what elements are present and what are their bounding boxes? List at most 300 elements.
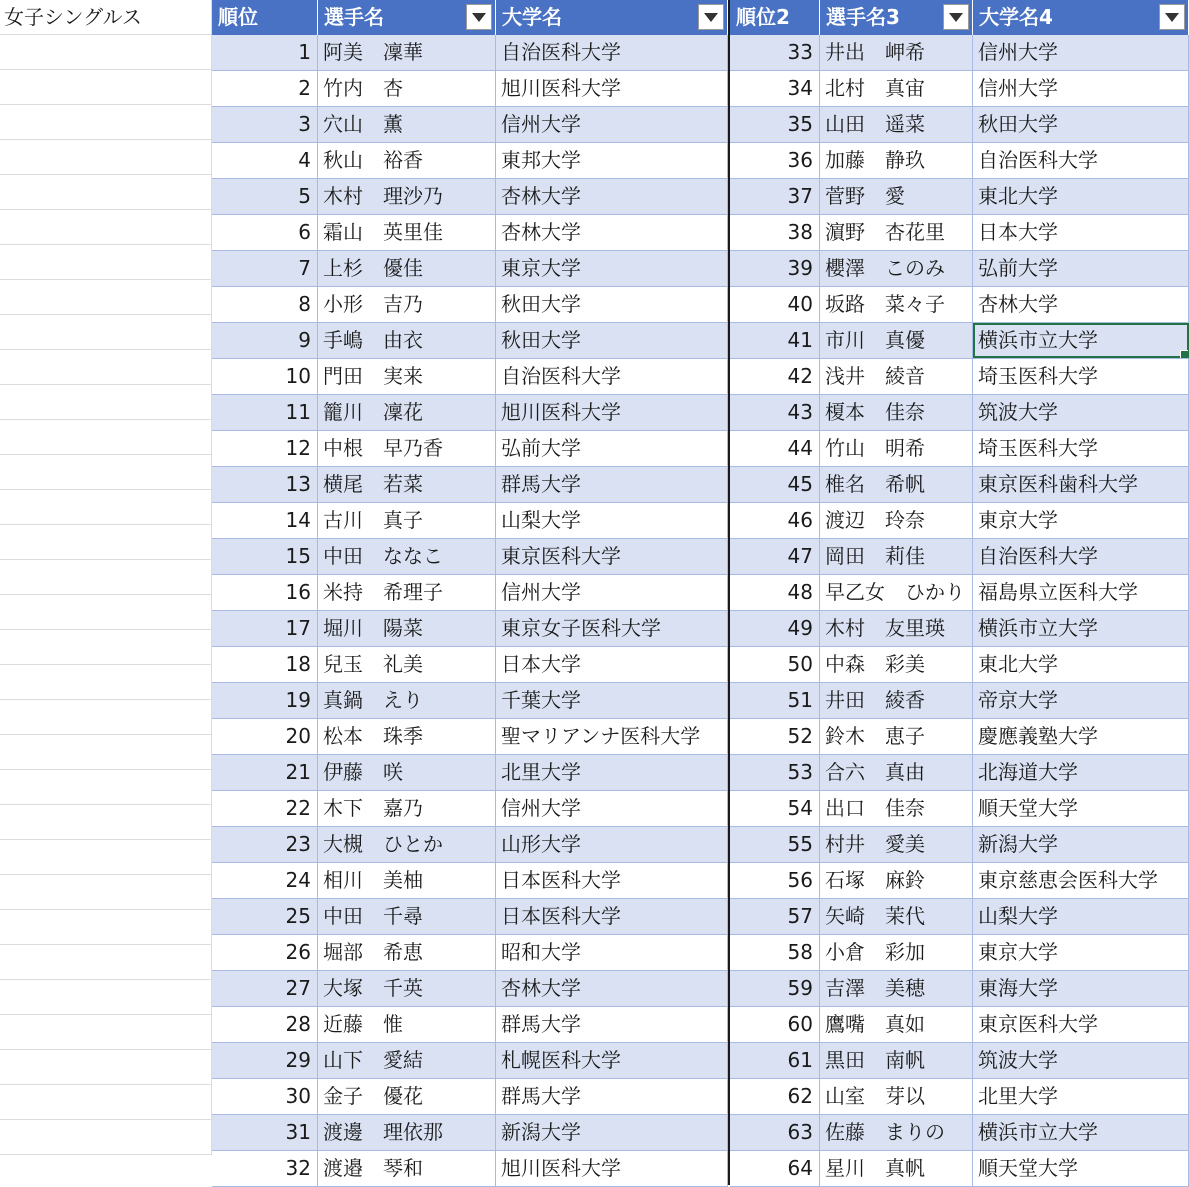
university-cell[interactable]: 弘前大学	[973, 251, 1189, 286]
rank-cell[interactable]: 55	[730, 827, 820, 862]
player-name-cell[interactable]: 井出 岬希	[820, 35, 973, 70]
player-name-cell[interactable]: 阿美 凜華	[318, 35, 496, 70]
rank-cell[interactable]: 50	[730, 647, 820, 682]
rank-cell[interactable]: 13	[212, 467, 318, 502]
table-row	[730, 251, 1189, 287]
rank-cell[interactable]: 34	[730, 71, 820, 106]
player-name-cell[interactable]: 中田 千尋	[318, 899, 496, 934]
empty-cell[interactable]	[0, 910, 212, 945]
rank-cell[interactable]: 19	[212, 683, 318, 718]
player-name-cell[interactable]: 米持 希理子	[318, 575, 496, 610]
header-name-3-label: 選手名3	[826, 5, 900, 29]
player-name-cell[interactable]: 渡辺 玲奈	[820, 503, 973, 538]
university-cell[interactable]: 東海大学	[973, 971, 1189, 1006]
rank-cell[interactable]: 59	[730, 971, 820, 1006]
table-row	[212, 1151, 728, 1187]
university-cell[interactable]: 山梨大学	[973, 899, 1189, 934]
table-row	[730, 1079, 1189, 1115]
table-body-left	[212, 35, 728, 1187]
empty-cell[interactable]	[0, 770, 212, 805]
table-row	[730, 863, 1189, 899]
university-cell[interactable]: 杏林大学	[496, 179, 728, 214]
university-cell[interactable]: 自治医科大学	[973, 539, 1189, 574]
rank-cell[interactable]: 30	[212, 1079, 318, 1114]
player-name-cell[interactable]: 佐藤 まりの	[820, 1115, 973, 1150]
table-row	[212, 143, 728, 179]
empty-cell[interactable]	[0, 1085, 212, 1120]
player-name-cell[interactable]: 石塚 麻鈴	[820, 863, 973, 898]
university-cell[interactable]: 福島県立医科大学	[973, 575, 1189, 610]
rank-cell[interactable]: 53	[730, 755, 820, 790]
university-cell[interactable]: 北里大学	[973, 1079, 1189, 1114]
table-row	[730, 539, 1189, 575]
header-rank-2-label: 順位2	[736, 5, 790, 29]
rank-cell[interactable]: 8	[212, 287, 318, 322]
filter-dropdown-icon[interactable]	[1159, 4, 1185, 30]
rank-cell[interactable]: 57	[730, 899, 820, 934]
rank-cell[interactable]: 11	[212, 395, 318, 430]
empty-cell[interactable]	[0, 735, 212, 770]
header-rank-label: 順位	[218, 5, 258, 29]
table-row	[730, 431, 1189, 467]
empty-cell[interactable]	[0, 1015, 212, 1050]
university-cell[interactable]: 昭和大学	[496, 935, 728, 970]
table-row	[212, 683, 728, 719]
rank-cell[interactable]: 61	[730, 1043, 820, 1078]
empty-cell[interactable]	[0, 105, 212, 140]
university-cell[interactable]: 信州大学	[973, 71, 1189, 106]
empty-cell[interactable]	[0, 665, 212, 700]
empty-cell[interactable]	[0, 875, 212, 910]
university-cell[interactable]: 筑波大学	[973, 395, 1189, 430]
header-rank[interactable]	[212, 0, 318, 35]
table-row	[730, 791, 1189, 827]
player-name-cell[interactable]: 早乙女 ひかり	[820, 575, 973, 610]
university-cell[interactable]: 日本大学	[496, 647, 728, 682]
table-row	[730, 1151, 1189, 1187]
player-name-cell[interactable]: 古川 真子	[318, 503, 496, 538]
player-name-cell[interactable]: 渡邊 理依那	[318, 1115, 496, 1150]
university-cell[interactable]: 東邦大学	[496, 143, 728, 178]
table-body-right	[730, 35, 1189, 1187]
rank-cell[interactable]: 32	[212, 1151, 318, 1186]
player-name-cell[interactable]: 鈴木 恵子	[820, 719, 973, 754]
rank-cell[interactable]: 20	[212, 719, 318, 754]
table-row	[212, 323, 728, 359]
university-cell[interactable]: 東北大学	[973, 179, 1189, 214]
player-name-cell[interactable]: 中田 ななこ	[318, 539, 496, 574]
empty-cell[interactable]	[0, 560, 212, 595]
rank-cell[interactable]: 6	[212, 215, 318, 250]
university-cell[interactable]: 東京慈恵会医科大学	[973, 863, 1189, 898]
table-row	[730, 719, 1189, 755]
rank-cell[interactable]: 38	[730, 215, 820, 250]
university-cell[interactable]: 杏林大学	[496, 215, 728, 250]
university-cell[interactable]: 信州大学	[496, 791, 728, 826]
player-name-cell[interactable]: 榎本 佳奈	[820, 395, 973, 430]
table-row	[730, 107, 1189, 143]
rank-cell[interactable]: 39	[730, 251, 820, 286]
university-cell[interactable]: 東京女子医科大学	[496, 611, 728, 646]
rank-cell[interactable]: 42	[730, 359, 820, 394]
rank-cell[interactable]: 52	[730, 719, 820, 754]
player-name-cell[interactable]: 星川 真帆	[820, 1151, 973, 1186]
table-row	[212, 971, 728, 1007]
player-name-cell[interactable]: 加藤 静玖	[820, 143, 973, 178]
player-name-cell[interactable]: 大塚 千英	[318, 971, 496, 1006]
table-row	[730, 143, 1189, 179]
table-row	[212, 215, 728, 251]
header-university-label: 大学名	[502, 5, 562, 29]
university-cell[interactable]: 自治医科大学	[496, 35, 728, 70]
rank-cell[interactable]: 1	[212, 35, 318, 70]
player-name-cell[interactable]: 大槻 ひとか	[318, 827, 496, 862]
university-cell[interactable]: 旭川医科大学	[496, 395, 728, 430]
table-row	[212, 719, 728, 755]
empty-cell[interactable]	[0, 945, 212, 980]
rank-cell[interactable]: 14	[212, 503, 318, 538]
empty-cell[interactable]	[0, 420, 212, 455]
empty-cell[interactable]	[0, 35, 212, 70]
table-row	[212, 395, 728, 431]
university-cell[interactable]: 千葉大学	[496, 683, 728, 718]
rank-cell[interactable]: 48	[730, 575, 820, 610]
university-cell[interactable]: 帝京大学	[973, 683, 1189, 718]
university-cell[interactable]: 東京大学	[973, 935, 1189, 970]
rank-cell[interactable]: 27	[212, 971, 318, 1006]
header-name-3[interactable]	[820, 0, 973, 35]
empty-cell[interactable]	[0, 385, 212, 420]
player-name-cell[interactable]: 矢崎 茉代	[820, 899, 973, 934]
university-cell[interactable]: 旭川医科大学	[496, 71, 728, 106]
table-row	[730, 683, 1189, 719]
empty-cell[interactable]	[0, 280, 212, 315]
table-row	[212, 1007, 728, 1043]
player-name-cell[interactable]: 市川 真優	[820, 323, 973, 358]
university-cell[interactable]: 群馬大学	[496, 467, 728, 502]
table-row	[730, 575, 1189, 611]
university-cell[interactable]: 秋田大学	[973, 107, 1189, 142]
rank-cell[interactable]: 43	[730, 395, 820, 430]
university-cell[interactable]: 東京医科大学	[496, 539, 728, 574]
rank-cell[interactable]: 49	[730, 611, 820, 646]
player-name-cell[interactable]: 秋山 裕香	[318, 143, 496, 178]
empty-cell[interactable]	[0, 595, 212, 630]
rank-cell[interactable]: 28	[212, 1007, 318, 1042]
university-cell[interactable]: 筑波大学	[973, 1043, 1189, 1078]
rank-cell[interactable]: 31	[212, 1115, 318, 1150]
university-cell[interactable]: 順天堂大学	[973, 1151, 1189, 1186]
player-name-cell[interactable]: 真鍋 えり	[318, 683, 496, 718]
player-name-cell[interactable]: 中根 早乃香	[318, 431, 496, 466]
rank-cell[interactable]: 12	[212, 431, 318, 466]
university-cell[interactable]: 慶應義塾大学	[973, 719, 1189, 754]
university-cell[interactable]: 東京医科歯科大学	[973, 467, 1189, 502]
university-cell[interactable]: 信州大学	[496, 107, 728, 142]
rank-cell[interactable]: 26	[212, 935, 318, 970]
empty-cell[interactable]	[0, 245, 212, 280]
university-cell[interactable]: 秋田大学	[496, 323, 728, 358]
table-header-right	[730, 0, 1189, 35]
university-cell[interactable]: 日本医科大学	[496, 899, 728, 934]
rank-cell[interactable]: 45	[730, 467, 820, 502]
rank-cell[interactable]: 16	[212, 575, 318, 610]
fill-handle[interactable]	[1180, 350, 1189, 358]
empty-cell[interactable]	[0, 805, 212, 840]
table-row	[212, 431, 728, 467]
player-name-cell[interactable]: 菅野 愛	[820, 179, 973, 214]
player-name-cell[interactable]: 椎名 希帆	[820, 467, 973, 502]
table-row	[730, 899, 1189, 935]
cell-a1-title[interactable]: 女子シングルス	[0, 0, 212, 35]
table-row	[212, 863, 728, 899]
table-header-left	[212, 0, 728, 35]
player-name-cell[interactable]: 籠川 凜花	[318, 395, 496, 430]
university-cell[interactable]: 横浜市立大学	[973, 1115, 1189, 1150]
table-row	[212, 1115, 728, 1151]
player-name-cell[interactable]: 井田 綾香	[820, 683, 973, 718]
player-name-cell[interactable]: 濵野 杏花里	[820, 215, 973, 250]
player-name-cell[interactable]: 竹内 杏	[318, 71, 496, 106]
player-name-cell[interactable]: 小形 吉乃	[318, 287, 496, 322]
empty-cell[interactable]	[0, 210, 212, 245]
player-name-cell[interactable]: 小倉 彩加	[820, 935, 973, 970]
player-name-cell[interactable]: 出口 佳奈	[820, 791, 973, 826]
rank-cell[interactable]: 44	[730, 431, 820, 466]
player-name-cell[interactable]: 近藤 惟	[318, 1007, 496, 1042]
table-row	[730, 755, 1189, 791]
rank-cell[interactable]: 2	[212, 71, 318, 106]
university-cell[interactable]: 東北大学	[973, 647, 1189, 682]
university-cell[interactable]: 日本医科大学	[496, 863, 728, 898]
rank-cell[interactable]: 41	[730, 323, 820, 358]
empty-cell[interactable]	[0, 700, 212, 735]
player-name-cell[interactable]: 山室 芽以	[820, 1079, 973, 1114]
table-row	[730, 359, 1189, 395]
player-name-cell[interactable]: 木村 友里瑛	[820, 611, 973, 646]
selected-cell[interactable]: 横浜市立大学	[973, 323, 1189, 358]
rank-cell[interactable]: 22	[212, 791, 318, 826]
empty-cell[interactable]	[0, 1120, 212, 1155]
table-row	[212, 71, 728, 107]
player-name-cell[interactable]: 伊藤 咲	[318, 755, 496, 790]
rank-cell[interactable]: 9	[212, 323, 318, 358]
player-name-cell[interactable]: 村井 愛美	[820, 827, 973, 862]
table-row	[730, 935, 1189, 971]
rank-cell[interactable]: 7	[212, 251, 318, 286]
university-cell[interactable]: 東京医科大学	[973, 1007, 1189, 1042]
header-name[interactable]	[318, 0, 496, 35]
university-cell[interactable]: 日本大学	[973, 215, 1189, 250]
player-name-cell[interactable]: 鷹嘴 真如	[820, 1007, 973, 1042]
university-cell[interactable]: 東京大学	[496, 251, 728, 286]
player-name-cell[interactable]: 中森 彩美	[820, 647, 973, 682]
table-row	[212, 1043, 728, 1079]
table-row	[212, 287, 728, 323]
table-row	[730, 179, 1189, 215]
header-rank-2[interactable]	[730, 0, 820, 35]
player-name-cell[interactable]: 穴山 薫	[318, 107, 496, 142]
rank-cell[interactable]: 23	[212, 827, 318, 862]
player-name-cell[interactable]: 相川 美柚	[318, 863, 496, 898]
player-name-cell[interactable]: 木下 嘉乃	[318, 791, 496, 826]
university-cell[interactable]: 横浜市立大学	[973, 611, 1189, 646]
player-name-cell[interactable]: 横尾 若菜	[318, 467, 496, 502]
player-name-cell[interactable]: 山田 遥菜	[820, 107, 973, 142]
university-cell[interactable]: 新潟大学	[496, 1115, 728, 1150]
player-name-cell[interactable]: 吉澤 美穂	[820, 971, 973, 1006]
player-name-cell[interactable]: 北村 真宙	[820, 71, 973, 106]
university-cell[interactable]: 埼玉医科大学	[973, 359, 1189, 394]
filter-dropdown-icon[interactable]	[466, 4, 492, 30]
university-cell[interactable]: 群馬大学	[496, 1007, 728, 1042]
filter-dropdown-icon[interactable]	[943, 4, 969, 30]
empty-cell[interactable]	[0, 350, 212, 385]
table-row	[730, 395, 1189, 431]
empty-cell[interactable]	[0, 1050, 212, 1085]
rank-cell[interactable]: 10	[212, 359, 318, 394]
empty-cell[interactable]	[0, 490, 212, 525]
table-row	[730, 611, 1189, 647]
university-cell[interactable]: 自治医科大学	[973, 143, 1189, 178]
player-name-cell[interactable]: 竹山 明希	[820, 431, 973, 466]
university-cell[interactable]: 埼玉医科大学	[973, 431, 1189, 466]
filter-dropdown-icon[interactable]	[698, 4, 724, 30]
table-row	[212, 503, 728, 539]
table-row	[730, 71, 1189, 107]
player-name-cell[interactable]: 渡邉 琴和	[318, 1151, 496, 1186]
rank-cell[interactable]: 60	[730, 1007, 820, 1042]
university-cell[interactable]: 札幌医科大学	[496, 1043, 728, 1078]
table-row	[730, 971, 1189, 1007]
empty-cell[interactable]	[0, 980, 212, 1015]
university-cell[interactable]: 北里大学	[496, 755, 728, 790]
rank-cell[interactable]: 62	[730, 1079, 820, 1114]
rank-cell[interactable]: 35	[730, 107, 820, 142]
rank-cell[interactable]: 51	[730, 683, 820, 718]
university-cell[interactable]: 群馬大学	[496, 1079, 728, 1114]
rank-cell[interactable]: 21	[212, 755, 318, 790]
empty-cell[interactable]	[0, 175, 212, 210]
rank-cell[interactable]: 25	[212, 899, 318, 934]
player-name-cell[interactable]: 手嶋 由衣	[318, 323, 496, 358]
table-row	[212, 539, 728, 575]
rank-cell[interactable]: 3	[212, 107, 318, 142]
empty-cell[interactable]	[0, 140, 212, 175]
player-name-cell[interactable]: 門田 実来	[318, 359, 496, 394]
university-cell[interactable]: 聖マリアンナ医科大学	[496, 719, 728, 754]
university-cell[interactable]: 杏林大学	[973, 287, 1189, 322]
table-row	[212, 827, 728, 863]
rank-cell[interactable]: 4	[212, 143, 318, 178]
table-row	[730, 827, 1189, 863]
rank-cell[interactable]: 64	[730, 1151, 820, 1186]
table-row	[212, 467, 728, 503]
table-row	[212, 899, 728, 935]
rank-cell[interactable]: 54	[730, 791, 820, 826]
empty-cell[interactable]	[0, 840, 212, 875]
university-cell[interactable]: 新潟大学	[973, 827, 1189, 862]
rank-cell[interactable]: 46	[730, 503, 820, 538]
table-row	[730, 467, 1189, 503]
rank-cell[interactable]: 29	[212, 1043, 318, 1078]
university-cell[interactable]: 北海道大学	[973, 755, 1189, 790]
player-name-cell[interactable]: 松本 珠季	[318, 719, 496, 754]
empty-cell[interactable]	[0, 525, 212, 560]
rank-cell[interactable]: 37	[730, 179, 820, 214]
rank-cell[interactable]: 58	[730, 935, 820, 970]
player-name-cell[interactable]: 上杉 優佳	[318, 251, 496, 286]
player-name-cell[interactable]: 浅井 綾音	[820, 359, 973, 394]
rank-cell[interactable]: 63	[730, 1115, 820, 1150]
table-row	[212, 755, 728, 791]
rank-cell[interactable]: 33	[730, 35, 820, 70]
table-row	[730, 287, 1189, 323]
player-name-cell[interactable]: 兒玉 礼美	[318, 647, 496, 682]
player-name-cell[interactable]: 岡田 莉佳	[820, 539, 973, 574]
university-cell[interactable]: 信州大学	[973, 35, 1189, 70]
table-row	[212, 575, 728, 611]
player-name-cell[interactable]: 堀川 陽菜	[318, 611, 496, 646]
header-university-4-label: 大学名4	[979, 5, 1053, 29]
table-row	[212, 935, 728, 971]
university-cell[interactable]: 旭川医科大学	[496, 1151, 728, 1186]
header-name-label: 選手名	[324, 5, 384, 29]
rank-cell[interactable]: 36	[730, 143, 820, 178]
empty-cell[interactable]	[0, 455, 212, 490]
university-cell[interactable]: 東京大学	[973, 503, 1189, 538]
university-cell[interactable]: 信州大学	[496, 575, 728, 610]
header-university-4[interactable]	[973, 0, 1189, 35]
university-cell[interactable]: 山形大学	[496, 827, 728, 862]
header-university[interactable]	[496, 0, 728, 35]
university-cell[interactable]: 順天堂大学	[973, 791, 1189, 826]
player-name-cell[interactable]: 金子 優花	[318, 1079, 496, 1114]
results-table-right	[728, 0, 1189, 1185]
rank-cell[interactable]: 15	[212, 539, 318, 574]
player-name-cell[interactable]: 坂路 菜々子	[820, 287, 973, 322]
rank-cell[interactable]: 47	[730, 539, 820, 574]
empty-cell[interactable]	[0, 630, 212, 665]
table-row	[212, 35, 728, 71]
player-name-cell[interactable]: 木村 理沙乃	[318, 179, 496, 214]
table-row	[730, 1043, 1189, 1079]
table-row	[212, 791, 728, 827]
player-name-cell[interactable]: 合六 真由	[820, 755, 973, 790]
column-a	[0, 0, 212, 1185]
table-row	[730, 647, 1189, 683]
rank-cell[interactable]: 56	[730, 863, 820, 898]
university-cell[interactable]: 自治医科大学	[496, 359, 728, 394]
rank-cell[interactable]: 40	[730, 287, 820, 322]
rank-cell[interactable]: 5	[212, 179, 318, 214]
empty-cell[interactable]	[0, 315, 212, 350]
rank-cell[interactable]: 24	[212, 863, 318, 898]
player-name-cell[interactable]: 山下 愛結	[318, 1043, 496, 1078]
rank-cell[interactable]: 17	[212, 611, 318, 646]
university-cell[interactable]: 弘前大学	[496, 431, 728, 466]
player-name-cell[interactable]: 櫻澤 このみ	[820, 251, 973, 286]
player-name-cell[interactable]: 黒田 南帆	[820, 1043, 973, 1078]
university-cell[interactable]: 山梨大学	[496, 503, 728, 538]
university-cell[interactable]: 秋田大学	[496, 287, 728, 322]
empty-cell[interactable]	[0, 70, 212, 105]
table-row	[212, 107, 728, 143]
university-cell[interactable]: 杏林大学	[496, 971, 728, 1006]
player-name-cell[interactable]: 霜山 英里佳	[318, 215, 496, 250]
player-name-cell[interactable]: 堀部 希恵	[318, 935, 496, 970]
rank-cell[interactable]: 18	[212, 647, 318, 682]
